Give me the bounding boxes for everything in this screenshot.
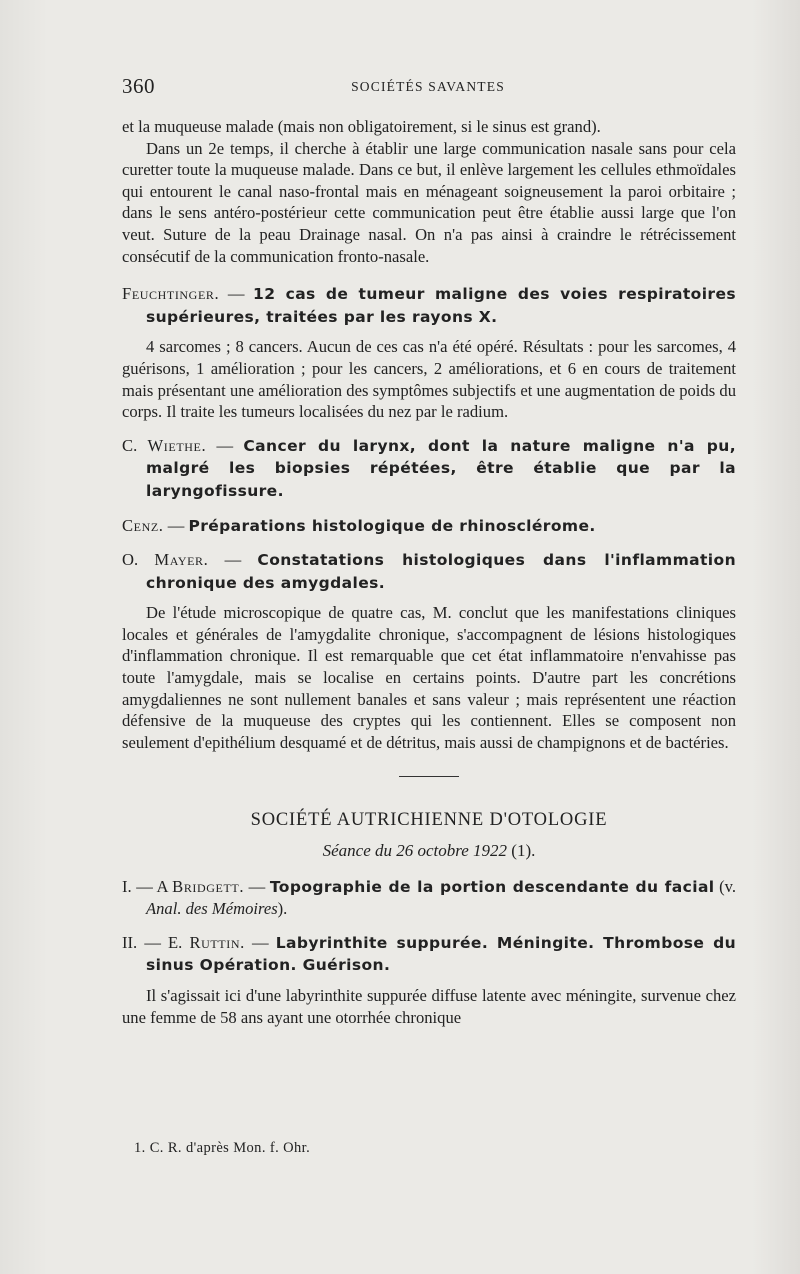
- entry-dash: —: [163, 515, 189, 535]
- entry-body-feuchtinger: 4 sarcomes ; 8 cancers. Aucun de ces cas n'a été opéré. Résultats : pour les sarcomes, 4 guérisons, 1 amélioration ; pour les cancers, 2 améliorations, et 6 en cours de traitement mais présentant une amélioration des symptômes subjectifs et une augmentation de poids du corps. Il traite les tumeurs localisées du nez par le radium.: [122, 337, 736, 422]
- entry-ref-open: (v.: [714, 876, 736, 896]
- entry-cenz: [122, 515, 736, 538]
- entry-prefix: O.: [122, 550, 155, 570]
- entry-feuchtinger: [122, 283, 736, 328]
- entry-wiethe: [122, 435, 736, 503]
- section-title: SOCIÉTÉ AUTRICHIENNE D'OTOLOGIE: [250, 810, 608, 831]
- entry-author: Cenz.: [122, 515, 164, 535]
- session-date: [122, 840, 736, 862]
- entry-title: Topographie de la portion descendante du facial: [269, 877, 715, 896]
- page-number: 360: [122, 74, 155, 98]
- entry-title: Préparations histologique de rhinosclérome.: [188, 516, 596, 535]
- session-date-text: Séance du 26 octobre 1922: [322, 841, 508, 861]
- entry-ref-close: ).: [277, 899, 288, 919]
- running-head: SOCIÉTÉS SAVANTES: [351, 79, 505, 94]
- body-text: [122, 116, 736, 1028]
- entry-dash: —: [208, 550, 258, 570]
- entry-dash: —: [244, 932, 276, 952]
- entry-dash: —: [244, 876, 270, 896]
- footnote-reference: (1).: [511, 841, 536, 861]
- entry-dash: —: [206, 435, 244, 455]
- entry-body-mayer: De l'étude microscopique de quatre cas, M. conclut que les manifestations cliniques locales et générales de l'amygdalite chronique, s'accompagnent de lésions histologiques d'inflammation chronique. Il est remarquable que cet état inflammatoire n'envahisse pas toute l'amygdale, mais se localise en certains points. D'autre part les concrétions amygdaliennes ne sont nullement banales et sans valeur ; mais représentent une réaction défensive de la muqueuse des cryptes qui les contiennent. Elles se composent non seulement d'epithélium desquamé et de détritus, mais aussi de champignons et de bactéries.: [122, 603, 736, 752]
- paragraph-continuation: et la muqueuse malade (mais non obligatoirement, si le sinus est grand).: [122, 117, 601, 136]
- footnote: 1. C. R. d'après Mon. f. Ohr.: [134, 1140, 311, 1156]
- entry-author: Bridgett.: [172, 876, 245, 896]
- entry-prefix: C.: [122, 435, 148, 455]
- entry-prefix: II. — E.: [122, 932, 190, 952]
- entry-title: Labyrinthite suppurée. Méningite. Thrombose du sinus Opération. Guérison.: [146, 933, 737, 975]
- entry-title: Cancer du larynx, dont la nature maligne n'a pu, malgré les biopsies répétées, être établie que par la laryngofissure.: [146, 436, 736, 500]
- entry-author: Ruttin.: [189, 932, 245, 952]
- entry-dash: —: [219, 284, 254, 304]
- entry-mayer: [122, 549, 736, 594]
- entry-title: Constatations histologiques dans l'inflammation chronique des amygdales.: [146, 551, 737, 592]
- entry-ref-italic: Anal. des Mémoires: [146, 899, 278, 919]
- entry-author: Mayer.: [154, 550, 209, 570]
- entry-ruttin: [122, 932, 736, 977]
- entry-prefix: I. — A: [122, 876, 173, 896]
- entry-author: Wiethe.: [147, 435, 207, 455]
- entry-author: Feuchtinger.: [122, 284, 220, 304]
- section-divider: [399, 776, 459, 777]
- entry-bridgett: [122, 876, 736, 920]
- paragraph-second-stage: Dans un 2e temps, il cherche à établir une large communication nasale sans pour cela curetter toute la muqueuse malade. Dans ce but, il enlève largement les cellules ethmoïdales qui entourent le canal naso-frontal mais en ménageant soigneusement la paroi orbitaire ; dans le sens antéro-postérieur cette communication peut être établie aussi large que l'on veut. Suture de la peau Drainage nasal. On n'a pas ainsi à craindre le rétrécissement consécutif de la communication fronto-nasale.: [122, 138, 736, 266]
- page-header: [122, 74, 734, 104]
- entry-title: 12 cas de tumeur maligne des voies respiratoires supérieures, traitées par les rayons X.: [146, 285, 737, 326]
- entry-body-ruttin: Il s'agissait ici d'une labyrinthite suppurée diffuse latente avec méningite, survenue chez une femme de 58 ans ayant une otorrhée chronique: [122, 986, 736, 1027]
